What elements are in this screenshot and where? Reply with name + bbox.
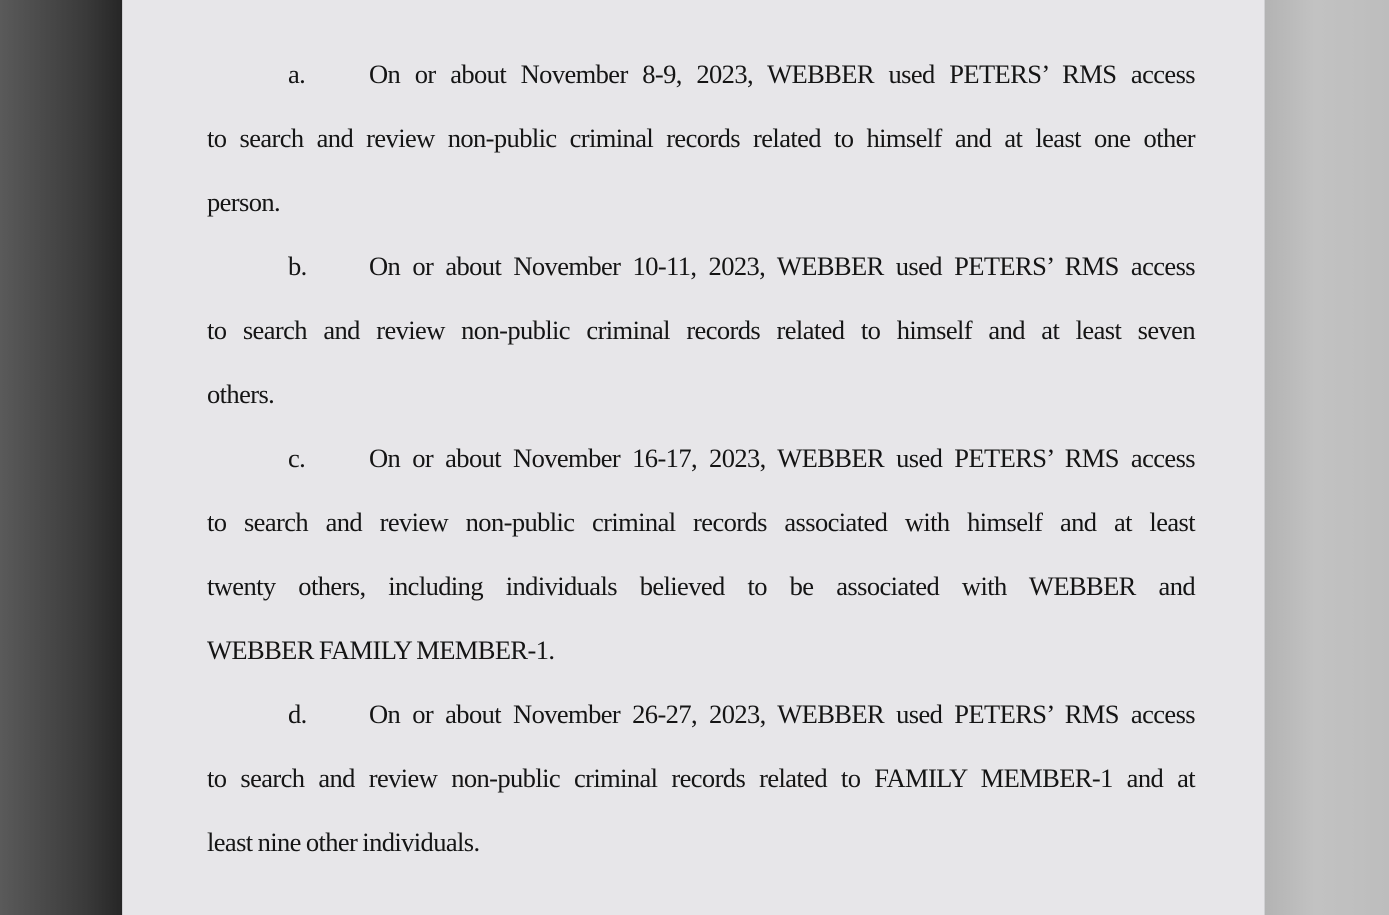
paragraph-d <box>207 692 1195 884</box>
document-body <box>207 52 1195 884</box>
paragraph-first-line <box>207 436 1195 500</box>
paragraph-text: On or about November 8-9, 2023, WEBBER used PETERS’ RMS access <box>369 59 1195 89</box>
paragraph-first-line <box>207 692 1195 756</box>
paragraph-c <box>207 436 1195 692</box>
background-left-shadow <box>0 0 122 915</box>
paragraph-a <box>207 52 1195 244</box>
paragraph-text: On or about November 26-27, 2023, WEBBER used PETERS’ RMS access <box>369 699 1195 729</box>
paragraph-text: to search and review non-public criminal records associated with himself and at least <box>207 507 1195 537</box>
paragraph-text: person. <box>207 187 281 217</box>
paragraph-label: c. <box>288 443 306 473</box>
paragraph-text: to search and review non-public criminal records related to himself and at least one other <box>207 123 1195 153</box>
paragraph-first-line <box>207 52 1195 116</box>
paragraph-text: to search and review non-public criminal records related to FAMILY MEMBER-1 and at <box>207 763 1195 793</box>
paragraph-text: to search and review non-public criminal records related to himself and at least seven <box>207 315 1195 345</box>
paragraph-text: others. <box>207 379 275 409</box>
paragraph-text: On or about November 16-17, 2023, WEBBER used PETERS’ RMS access <box>369 443 1195 473</box>
paragraph-text: least nine other individuals. <box>207 827 480 857</box>
background-right <box>1265 0 1389 915</box>
paragraph-text: WEBBER FAMILY MEMBER-1. <box>207 635 555 665</box>
paragraph-text: On or about November 10-11, 2023, WEBBER used PETERS’ RMS access <box>369 251 1195 281</box>
paragraph-text: twenty others, including individuals believed to be associated with WEBBER and <box>207 571 1195 601</box>
paragraph-first-line <box>207 244 1195 308</box>
paragraph-b <box>207 244 1195 436</box>
paragraph-label: b. <box>288 251 307 281</box>
paragraph-label: a. <box>288 59 306 89</box>
paragraph-label: d. <box>288 699 307 729</box>
